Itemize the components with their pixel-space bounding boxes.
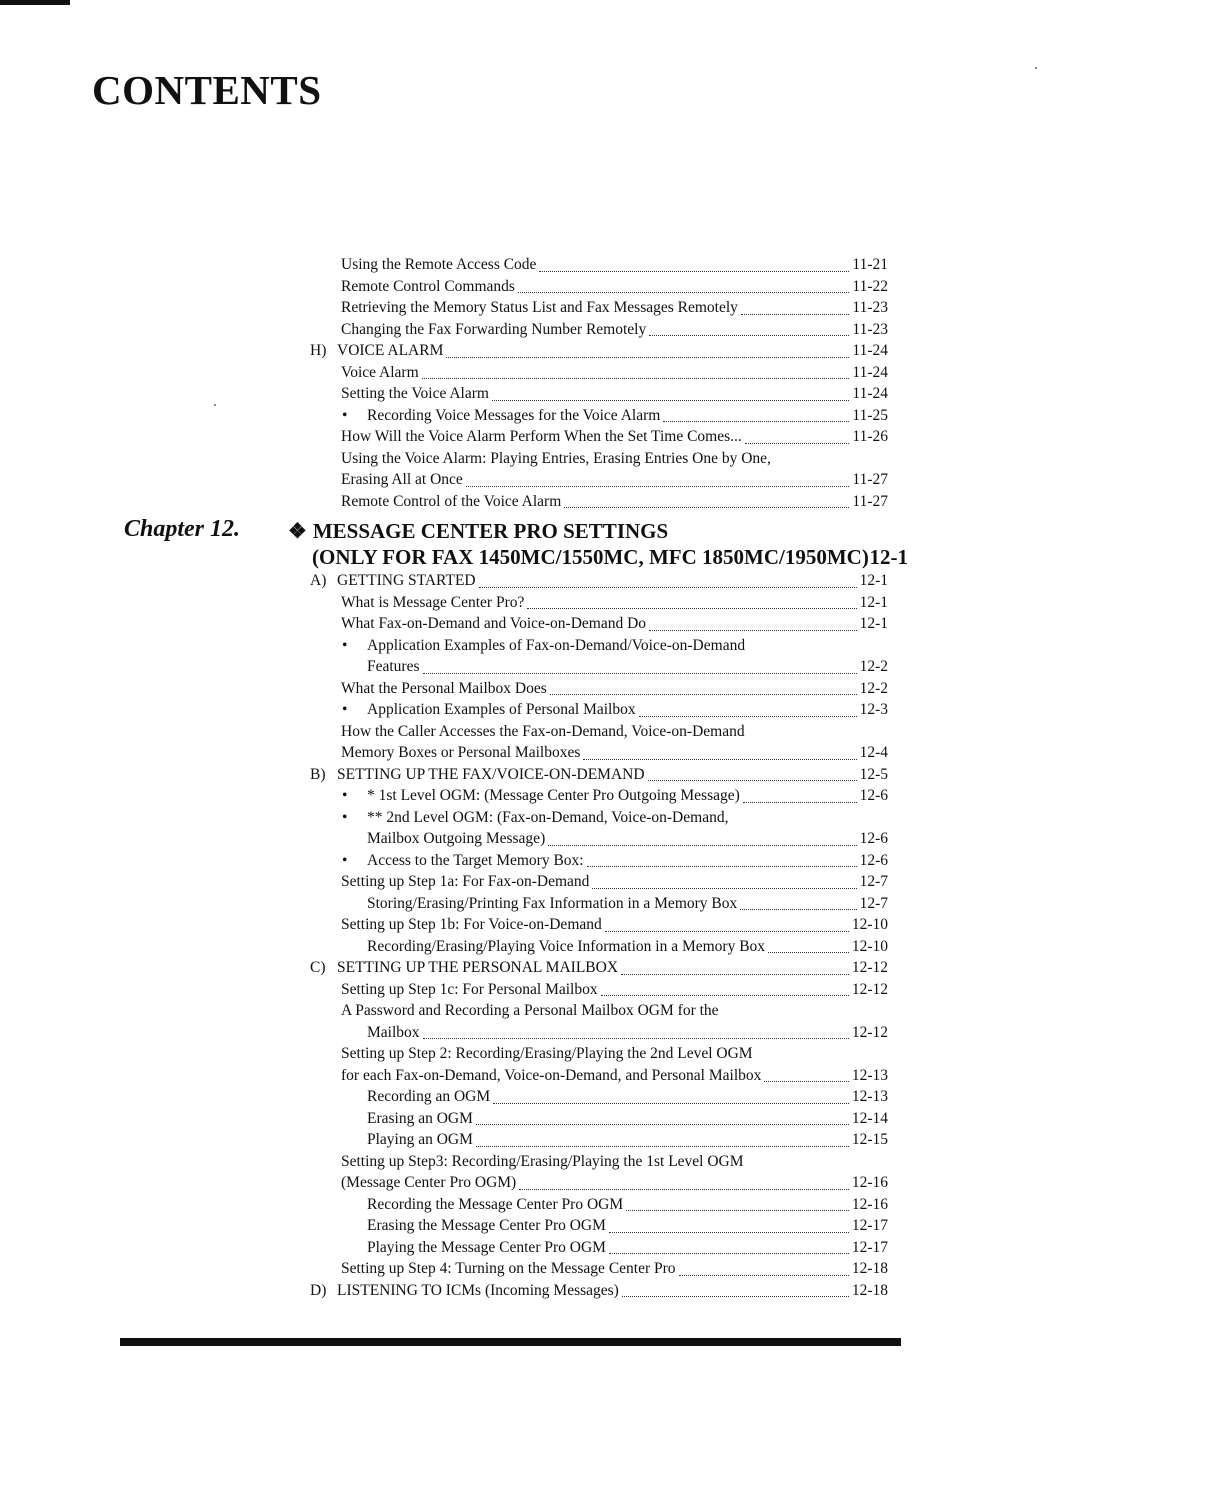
bullet-icon: • (342, 406, 348, 424)
dot-leader (768, 940, 849, 953)
toc-page-number: 12-6 (859, 787, 888, 804)
dot-leader (609, 1241, 849, 1254)
toc-section-letter: H) (310, 342, 327, 359)
dot-leader (423, 661, 857, 674)
toc-page-number: 12-17 (851, 1217, 888, 1234)
toc-page-number: 11-27 (852, 492, 888, 510)
toc-entry-title: Mailbox (367, 1023, 420, 1041)
toc-entry-title: Voice Alarm (341, 363, 419, 381)
toc-entry (310, 571, 888, 591)
toc-page-number: 12-13 (851, 1088, 888, 1105)
toc-entry-title: Using the Remote Access Code (341, 256, 537, 273)
scan-speck (1035, 67, 1037, 69)
toc-entry-title: * 1st Level OGM: (Message Center Pro Outgoing Message) (367, 787, 740, 804)
toc-page-number: 12-16 (851, 1195, 888, 1213)
toc-entry (367, 1216, 888, 1236)
toc-entry-title: What Fax-on-Demand and Voice-on-Demand Do (341, 615, 647, 632)
dot-leader (423, 1026, 849, 1039)
bullet-icon: • (342, 808, 348, 826)
toc-page-number: 11-23 (852, 320, 888, 338)
toc-page-number: 12-2 (859, 658, 888, 675)
toc-entry-title: Setting up Step 1b: For Voice-on-Demand (341, 916, 602, 933)
toc-entry (341, 1066, 888, 1086)
toc-entry (367, 1195, 888, 1215)
toc-page-number: 12-7 (859, 894, 888, 912)
dot-leader (519, 1177, 849, 1190)
toc-page-number: 11-27 (852, 471, 888, 488)
toc-page-number: 12-12 (851, 980, 888, 998)
toc-entry-title: What the Personal Mailbox Does (341, 679, 547, 697)
toc-page-number: 11-21 (852, 256, 888, 273)
toc-entry (341, 614, 888, 634)
dot-leader (743, 790, 857, 803)
toc-page-number: 12-18 (851, 1281, 888, 1299)
toc-entry (342, 700, 888, 720)
toc-page-number: 12-10 (851, 916, 888, 933)
dot-leader (548, 833, 856, 846)
dot-leader (601, 983, 849, 996)
dot-leader (649, 618, 857, 631)
toc-entry-title: Playing an OGM (367, 1131, 473, 1148)
dot-leader (446, 345, 849, 358)
scan-speck (214, 404, 216, 406)
toc-page-number: 12-5 (859, 765, 888, 783)
toc-entry (341, 1173, 888, 1193)
toc-entry (341, 1044, 888, 1064)
dot-leader (626, 1198, 849, 1211)
chapter-heading-line2: (ONLY FOR FAX 1450MC/1550MC, MFC 1850MC/1950MC) 12-1 (312, 545, 908, 569)
toc-page-number: 12-15 (851, 1131, 888, 1148)
toc-entry-title: Mailbox Outgoing Message) (367, 830, 546, 847)
dot-leader (492, 388, 849, 401)
dot-leader (493, 1091, 849, 1104)
toc-entry (342, 786, 888, 806)
dot-leader (621, 962, 849, 975)
diamond-bullet-icon: ❖ (288, 519, 307, 543)
toc-page-number: 11-24 (852, 385, 888, 402)
toc-entry (341, 743, 888, 763)
toc-entry (367, 829, 888, 849)
dot-leader (764, 1069, 848, 1082)
toc-entry-title: VOICE ALARM (337, 342, 444, 359)
toc-page-number: 12-4 (859, 744, 888, 761)
toc-section-letter: A) (310, 572, 327, 589)
toc-page-number: 12-17 (851, 1238, 888, 1256)
toc-entry-title: Using the Voice Alarm: Playing Entries, Erasing Entries One by One, (341, 449, 771, 467)
toc-entry (341, 872, 888, 892)
dot-leader (639, 704, 857, 717)
toc-entry (341, 593, 888, 613)
dot-leader (476, 1134, 849, 1147)
toc-page-number: 12-7 (859, 873, 888, 890)
toc-entry (367, 1087, 888, 1107)
toc-entry-title: How Will the Voice Alarm Perform When the Set Time Comes... (341, 428, 742, 445)
toc-section-letter: B) (310, 765, 326, 783)
toc-entry-title: Playing the Message Center Pro OGM (367, 1238, 606, 1256)
toc-entry (341, 722, 888, 742)
chapter-heading-line1: ❖ MESSAGE CENTER PRO SETTINGS (288, 519, 669, 543)
toc-page-number: 11-25 (852, 406, 888, 424)
toc-page-number: 12-6 (859, 830, 888, 847)
dot-leader (741, 302, 849, 315)
toc-entry (341, 363, 888, 383)
toc-entry-title: Setting up Step3: Recording/Erasing/Playing the 1st Level OGM (341, 1152, 744, 1170)
toc-entry (341, 255, 888, 275)
bullet-icon: • (342, 851, 348, 869)
toc-entry-title: What is Message Center Pro? (341, 593, 525, 611)
toc-entry (342, 851, 888, 871)
dot-leader (622, 1284, 849, 1297)
toc-entry (367, 1238, 888, 1258)
toc-entry-title: Application Examples of Fax-on-Demand/Voice-on-Demand (367, 636, 746, 654)
toc-page-number: 12-2 (859, 679, 888, 697)
toc-entry-title: SETTING UP THE PERSONAL MAILBOX (337, 959, 619, 976)
dot-leader (740, 897, 856, 910)
toc-entry (341, 449, 888, 469)
bottom-rule (120, 1338, 901, 1346)
bullet-icon: • (342, 787, 348, 804)
toc-entry (367, 1023, 888, 1043)
toc-entry-title: Recording/Erasing/Playing Voice Information in a Memory Box (367, 937, 766, 955)
toc-entry-title: Setting the Voice Alarm (341, 385, 489, 402)
dot-leader (527, 596, 856, 609)
dot-leader (649, 323, 849, 336)
toc-page-number: 12-10 (851, 937, 888, 955)
toc-entry-title: Erasing the Message Center Pro OGM (367, 1217, 606, 1234)
toc-entry-title: ** 2nd Level OGM: (Fax-on-Demand, Voice-on-Demand, (367, 808, 729, 826)
toc-page-number: 12-12 (851, 1023, 888, 1041)
toc-entry-title: Remote Control Commands (341, 277, 515, 295)
toc-entry (341, 277, 888, 297)
toc-entry-title: LISTENING TO ICMs (Incoming Messages) (337, 1281, 619, 1299)
toc-page-number: 12-1 (859, 593, 888, 611)
toc-page-number: 12-3 (859, 701, 888, 718)
toc-entry (341, 679, 888, 699)
dot-leader (518, 280, 849, 293)
toc-entry-title: Changing the Fax Forwarding Number Remotely (341, 320, 647, 338)
toc-page-number: 12-1 (859, 572, 888, 589)
toc-entry (342, 636, 888, 656)
toc-entry (341, 492, 888, 512)
toc-entry-title: GETTING STARTED (337, 572, 476, 589)
toc-entry (341, 1259, 888, 1279)
dot-leader (466, 474, 850, 487)
dot-leader (605, 919, 849, 932)
toc-entry-title: Retrieving the Memory Status List and Fax Messages Remotely (341, 299, 738, 316)
toc-entry-title: for each Fax-on-Demand, Voice-on-Demand, and Personal Mailbox (341, 1066, 762, 1084)
toc-entry-title: How the Caller Accesses the Fax-on-Demand, Voice-on-Demand (341, 722, 745, 740)
toc-page-number: 12-6 (859, 851, 888, 869)
toc-entry-title: Application Examples of Personal Mailbox (367, 701, 636, 718)
bullet-icon: • (342, 636, 348, 654)
toc-page-number: 11-24 (852, 342, 888, 359)
toc-entry-title: Features (367, 658, 420, 675)
toc-entry-title: Recording an OGM (367, 1088, 491, 1105)
toc-entry (367, 657, 888, 677)
toc-entry-title: (Message Center Pro OGM) (341, 1174, 517, 1191)
toc-entry (367, 1109, 888, 1129)
toc-section-letter: D) (310, 1281, 327, 1299)
toc-page-number: 12-1 (859, 615, 888, 632)
toc-entry (341, 980, 888, 1000)
toc-entry (341, 320, 888, 340)
chapter-label: Chapter 12. (124, 516, 241, 542)
toc-entry (310, 1281, 888, 1301)
dot-leader (539, 259, 849, 272)
toc-page-number: 12-18 (851, 1260, 888, 1277)
toc-entry (367, 937, 888, 957)
toc-entry-title: Access to the Target Memory Box: (367, 851, 584, 869)
dot-leader (745, 431, 850, 444)
toc-entry-title: Erasing All at Once (341, 471, 463, 488)
dot-leader (564, 495, 849, 508)
chapter-heading (288, 518, 908, 570)
toc-entry (341, 427, 888, 447)
toc-page-number: 11-22 (852, 277, 888, 295)
dot-leader (550, 682, 857, 695)
top-rule (0, 0, 70, 5)
toc-entry (342, 808, 888, 828)
page-title: CONTENTS (92, 67, 322, 113)
dot-leader (592, 876, 856, 889)
toc-entry-title: Storing/Erasing/Printing Fax Information in a Memory Box (367, 894, 738, 912)
toc-page-number: 11-23 (852, 299, 888, 316)
toc-entry (310, 341, 888, 361)
dot-leader (476, 1112, 849, 1125)
toc-entry-title: Recording Voice Messages for the Voice Alarm (367, 406, 661, 424)
toc-entry (341, 470, 888, 490)
toc-section-letter: C) (310, 959, 326, 976)
toc-entry-title: SETTING UP THE FAX/VOICE-ON-DEMAND (337, 765, 645, 783)
toc-entry-title: Setting up Step 2: Recording/Erasing/Playing the 2nd Level OGM (341, 1045, 753, 1062)
toc-page-number: 12-14 (851, 1109, 888, 1127)
toc-entry-title: Erasing an OGM (367, 1109, 473, 1127)
dot-leader (648, 768, 857, 781)
toc-entry-title: Setting up Step 1c: For Personal Mailbox (341, 980, 598, 998)
toc-entry (342, 406, 888, 426)
toc-entry (341, 298, 888, 318)
toc-entry-title: Recording the Message Center Pro OGM (367, 1195, 624, 1213)
dot-leader (583, 747, 856, 760)
dot-leader (609, 1220, 849, 1233)
dot-leader (663, 409, 849, 422)
dot-leader (479, 575, 857, 588)
chapter-heading-page: 12-1 (869, 545, 908, 569)
toc-entry-title: Setting up Step 4: Turning on the Message Center Pro (341, 1260, 676, 1277)
toc-entry (341, 915, 888, 935)
bullet-icon: • (342, 701, 348, 718)
toc-entry-title: Memory Boxes or Personal Mailboxes (341, 744, 581, 761)
toc-entry (341, 1001, 888, 1021)
dot-leader (679, 1263, 849, 1276)
toc-entry-title: A Password and Recording a Personal Mailbox OGM for the (341, 1002, 719, 1019)
toc-page-number: 11-24 (852, 363, 888, 381)
toc-entry (310, 765, 888, 785)
dot-leader (587, 854, 857, 867)
toc-entry (341, 1152, 888, 1172)
toc-page-number: 11-26 (852, 428, 888, 445)
toc-entry (310, 958, 888, 978)
toc-page-number: 12-12 (851, 959, 888, 976)
toc-entry (341, 384, 888, 404)
toc-entry-title: Setting up Step 1a: For Fax-on-Demand (341, 873, 590, 890)
toc-page-number: 12-16 (851, 1174, 888, 1191)
toc-entry-title: Remote Control of the Voice Alarm (341, 492, 562, 510)
toc-entry (367, 1130, 888, 1150)
toc-entry (367, 894, 888, 914)
toc-page-number: 12-13 (851, 1066, 888, 1084)
dot-leader (422, 366, 850, 379)
